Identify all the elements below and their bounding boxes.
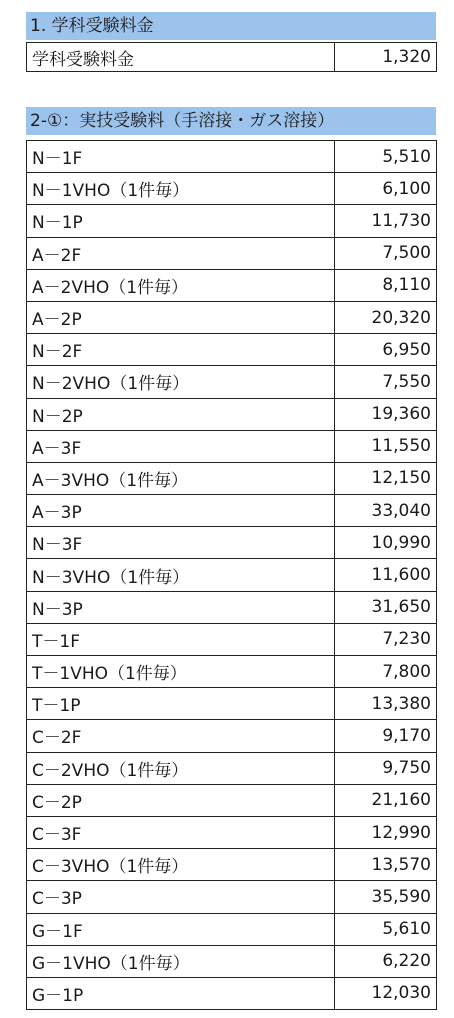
- fee-item-name: N－2VHO（1件毎）: [27, 366, 335, 398]
- fee-item-name: G－1VHO（1件毎）: [27, 945, 335, 977]
- fee-item-amount: 6,220: [335, 945, 437, 977]
- table-row: [27, 656, 437, 688]
- table-row: [27, 527, 437, 559]
- fee-item-name: C－2VHO（1件毎）: [27, 752, 335, 784]
- practical-exam-fee-rows: [27, 141, 437, 1010]
- fee-item-name: N－3VHO（1件毎）: [27, 559, 335, 591]
- table-row: [27, 205, 437, 237]
- fee-item-amount: 12,030: [335, 977, 437, 1009]
- table-row: [27, 237, 437, 269]
- fee-item-name: T－1P: [27, 688, 335, 720]
- fee-item-name: C－3F: [27, 816, 335, 848]
- fee-item-amount: 13,570: [335, 849, 437, 881]
- fee-item-amount: 20,320: [335, 301, 437, 333]
- fee-item-amount: 5,510: [335, 141, 437, 173]
- written-exam-fee-rows: [27, 43, 437, 72]
- fee-item-amount: 11,600: [335, 559, 437, 591]
- table-row: [27, 141, 437, 173]
- fee-item-name: C－2P: [27, 784, 335, 816]
- fee-item-amount: 13,380: [335, 688, 437, 720]
- table-row: [27, 559, 437, 591]
- fee-item-name: T－1F: [27, 623, 335, 655]
- fee-item-name: N－1P: [27, 205, 335, 237]
- fee-item-name: T－1VHO（1件毎）: [27, 656, 335, 688]
- practical-exam-fee-table: [26, 140, 437, 1010]
- fee-item-amount: 6,950: [335, 334, 437, 366]
- fee-item-amount: 1,320: [335, 43, 437, 72]
- fee-item-name: C－3VHO（1件毎）: [27, 849, 335, 881]
- fee-item-name: A－3P: [27, 495, 335, 527]
- fee-item-name: A－2VHO（1件毎）: [27, 269, 335, 301]
- fee-item-amount: 35,590: [335, 881, 437, 913]
- fee-item-name: N－1VHO（1件毎）: [27, 173, 335, 205]
- table-row: [27, 366, 437, 398]
- fee-item-amount: 6,100: [335, 173, 437, 205]
- table-row: [27, 269, 437, 301]
- fee-item-name: N－3F: [27, 527, 335, 559]
- fee-item-name: C－3P: [27, 881, 335, 913]
- fee-item-name: N－2F: [27, 334, 335, 366]
- table-row: [27, 849, 437, 881]
- fee-item-amount: 9,170: [335, 720, 437, 752]
- table-row: [27, 301, 437, 333]
- fee-item-name: N－1F: [27, 141, 335, 173]
- table-row: [27, 430, 437, 462]
- table-row: [27, 752, 437, 784]
- fee-item-amount: 10,990: [335, 527, 437, 559]
- table-row: [27, 173, 437, 205]
- table-row: [27, 623, 437, 655]
- table-row: [27, 913, 437, 945]
- fee-item-amount: 31,650: [335, 591, 437, 623]
- table-row: [27, 398, 437, 430]
- table-row: [27, 784, 437, 816]
- fee-item-amount: 7,500: [335, 237, 437, 269]
- fee-item-amount: 19,360: [335, 398, 437, 430]
- table-row: [27, 462, 437, 494]
- fee-item-name: N－2P: [27, 398, 335, 430]
- section-2-header: 2-①：実技受験料（手溶接・ガス溶接）: [26, 107, 436, 135]
- table-row: [27, 334, 437, 366]
- fee-item-name: 学科受験料金: [27, 43, 335, 72]
- fee-item-amount: 12,150: [335, 462, 437, 494]
- table-row: [27, 688, 437, 720]
- fee-item-name: A－3VHO（1件毎）: [27, 462, 335, 494]
- table-row: [27, 495, 437, 527]
- section-1-header: 1. 学科受験料金: [26, 12, 436, 40]
- fee-item-name: A－2P: [27, 301, 335, 333]
- fee-item-amount: 33,040: [335, 495, 437, 527]
- fee-item-name: G－1F: [27, 913, 335, 945]
- fee-item-amount: 5,610: [335, 913, 437, 945]
- fee-item-amount: 9,750: [335, 752, 437, 784]
- fee-item-amount: 12,990: [335, 816, 437, 848]
- fee-item-name: G－1P: [27, 977, 335, 1009]
- table-row: [27, 816, 437, 848]
- table-row: [27, 945, 437, 977]
- table-row: [27, 43, 437, 72]
- fee-item-name: N－3P: [27, 591, 335, 623]
- fee-item-name: A－2F: [27, 237, 335, 269]
- table-row: [27, 881, 437, 913]
- table-row: [27, 720, 437, 752]
- fee-item-amount: 7,550: [335, 366, 437, 398]
- fee-item-name: C－2F: [27, 720, 335, 752]
- fee-item-amount: 7,230: [335, 623, 437, 655]
- fee-item-amount: 7,800: [335, 656, 437, 688]
- fee-item-name: A－3F: [27, 430, 335, 462]
- fee-item-amount: 11,550: [335, 430, 437, 462]
- written-exam-fee-table: [26, 42, 437, 72]
- fee-item-amount: 21,160: [335, 784, 437, 816]
- table-row: [27, 591, 437, 623]
- fee-item-amount: 8,110: [335, 269, 437, 301]
- table-row: [27, 977, 437, 1009]
- fee-item-amount: 11,730: [335, 205, 437, 237]
